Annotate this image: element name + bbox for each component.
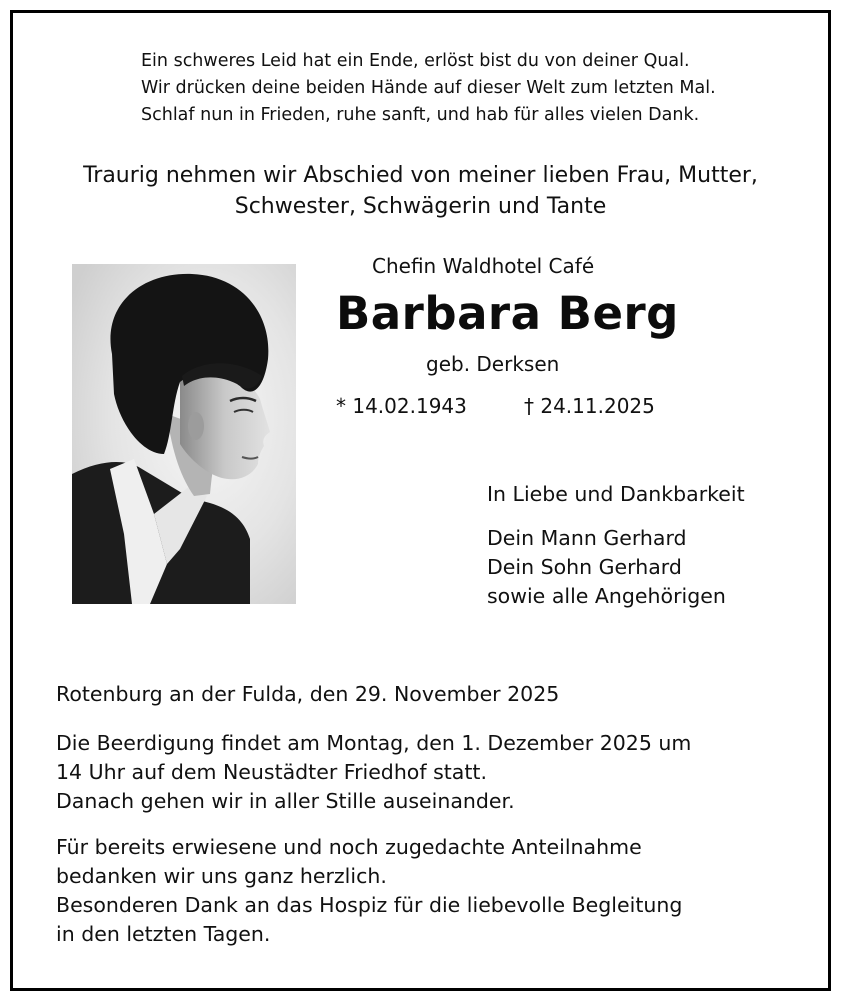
mourner-line: Dein Mann Gerhard [487,526,687,550]
thanks-line: bedanken wir uns ganz herzlich. [56,864,387,888]
memorial-verse [141,48,716,129]
funeral-line: Danach gehen wir in aller Stille auseinander. [56,789,515,813]
mourners-list [487,524,726,611]
place-and-date: Rotenburg an der Fulda, den 29. November 2025 [56,682,560,706]
portrait-photo [72,264,296,604]
maiden-name: geb. Derksen [426,352,560,376]
funeral-line: 14 Uhr auf dem Neustädter Friedhof statt. [56,760,487,784]
birth-date: * 14.02.1943 [336,394,467,418]
thanks-note [56,833,682,949]
intro-line: Traurig nehmen wir Abschied von meiner lieben Frau, Mutter, [83,163,758,188]
verse-line: Wir drücken deine beiden Hände auf dieser Welt zum letzten Mal. [141,78,716,98]
mourner-line: sowie alle Angehörigen [487,584,726,608]
mourner-line: Dein Sohn Gerhard [487,555,682,579]
deceased-role: Chefin Waldhotel Café [372,254,595,278]
verse-line: Schlaf nun in Frieden, ruhe sanft, und hab für alles vielen Dank. [141,105,700,125]
death-date: † 24.11.2025 [524,394,655,418]
signoff: In Liebe und Dankbarkeit [487,482,745,506]
funeral-line: Die Beerdigung findet am Montag, den 1. Dezember 2025 um [56,731,692,755]
thanks-line: in den letzten Tagen. [56,922,271,946]
funeral-info [56,729,691,816]
thanks-line: Für bereits erwiesene und noch zugedachte Anteilnahme [56,835,642,859]
deceased-name: Barbara Berg [336,287,679,340]
thanks-line: Besonderen Dank an das Hospiz für die liebevolle Begleitung [56,893,683,917]
intro-line: Schwester, Schwägerin und Tante [234,194,607,219]
farewell-intro [0,160,841,222]
verse-line: Ein schweres Leid hat ein Ende, erlöst bist du von deiner Qual. [141,51,690,71]
